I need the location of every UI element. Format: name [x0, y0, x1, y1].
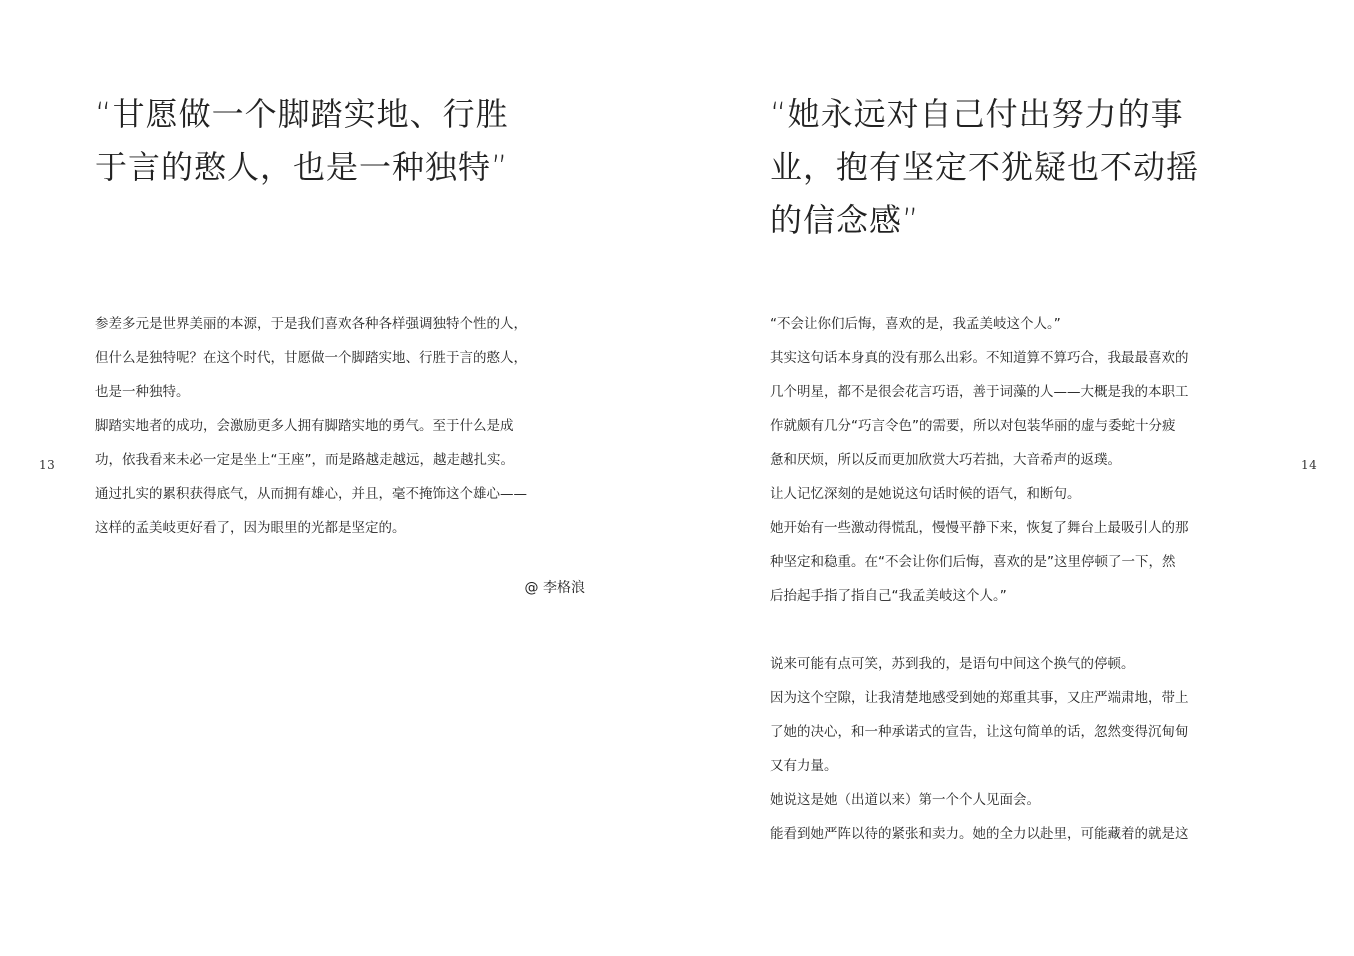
body-line: 让人记忆深刻的是她说这句话时候的语气，和断句。	[770, 486, 1081, 502]
body-line: 惫和厌烦，所以反而更加欣赏大巧若拙，大音希声的返璞。	[770, 452, 1121, 468]
headline-line: “甘愿做一个脚踏实地、行胜	[95, 95, 509, 133]
pull-quote-headline	[770, 88, 1270, 247]
page-number: 14	[1301, 458, 1318, 472]
headline-line: 业，抱有坚定不犹疑也不动摇	[770, 148, 1200, 186]
headline-line: 的信念感”	[770, 201, 920, 239]
body-text	[770, 307, 1265, 851]
body-line: “不会让你们后悔，喜欢的是，我孟美岐这个人。”	[770, 316, 1061, 332]
body-line: 通过扎实的累积获得底气，从而拥有雄心，并且，毫不掩饰这个雄心——	[95, 486, 527, 502]
body-line: 这样的孟美岐更好看了，因为眼里的光都是坚定的。	[95, 520, 406, 536]
body-line: 她说这是她（出道以来）第一个个人见面会。	[770, 792, 1040, 808]
page-number: 13	[39, 458, 56, 472]
body-line: 又有力量。	[770, 758, 838, 774]
body-line: 她开始有一些激动得慌乱，慢慢平静下来，恢复了舞台上最吸引人的那	[770, 520, 1189, 536]
body-line: 也是一种独特。	[95, 384, 190, 400]
body-line: 几个明星，都不是很会花言巧语，善于词藻的人——大概是我的本职工	[770, 384, 1189, 400]
body-line: 其实这句话本身真的没有那么出彩。不知道算不算巧合，我最最喜欢的	[770, 350, 1189, 366]
body-line: 因为这个空隙，让我清楚地感受到她的郑重其事，又庄严端肃地，带上	[770, 690, 1189, 706]
body-line: 后抬起手指了指自己“我孟美岐这个人。”	[770, 588, 1007, 604]
body-line: 了她的决心，和一种承诺式的宣告，让这句简单的话，忽然变得沉甸甸	[770, 724, 1189, 740]
headline-line: 于言的憨人，也是一种独特”	[95, 148, 509, 186]
body-line: 作就颇有几分“巧言令色”的需要，所以对包装华丽的虚与委蛇十分疲	[770, 418, 1176, 434]
headline-line: “她永远对自己付出努力的事	[770, 95, 1184, 133]
body-line: 能看到她严阵以待的紧张和卖力。她的全力以赴里，可能藏着的就是这	[770, 826, 1189, 842]
body-line: 但什么是独特呢？在这个时代，甘愿做一个脚踏实地、行胜于言的憨人，	[95, 350, 527, 366]
right-page	[677, 0, 1354, 956]
body-line: 种坚定和稳重。在“不会让你们后悔，喜欢的是”这里停顿了一下，然	[770, 554, 1176, 570]
body-line: 说来可能有点可笑，苏到我的，是语句中间这个换气的停顿。	[770, 656, 1135, 672]
pull-quote-headline	[95, 88, 595, 194]
body-line: 脚踏实地者的成功，会激励更多人拥有脚踏实地的勇气。至于什么是成	[95, 418, 514, 434]
author-signature: @ 李格浪	[524, 580, 585, 596]
body-line	[770, 613, 1265, 647]
body-line: 参差多元是世界美丽的本源，于是我们喜欢各种各样强调独特个性的人，	[95, 316, 527, 332]
body-text	[95, 307, 590, 545]
body-line: 功，依我看来未必一定是坐上“王座”，而是路越走越远，越走越扎实。	[95, 452, 514, 468]
